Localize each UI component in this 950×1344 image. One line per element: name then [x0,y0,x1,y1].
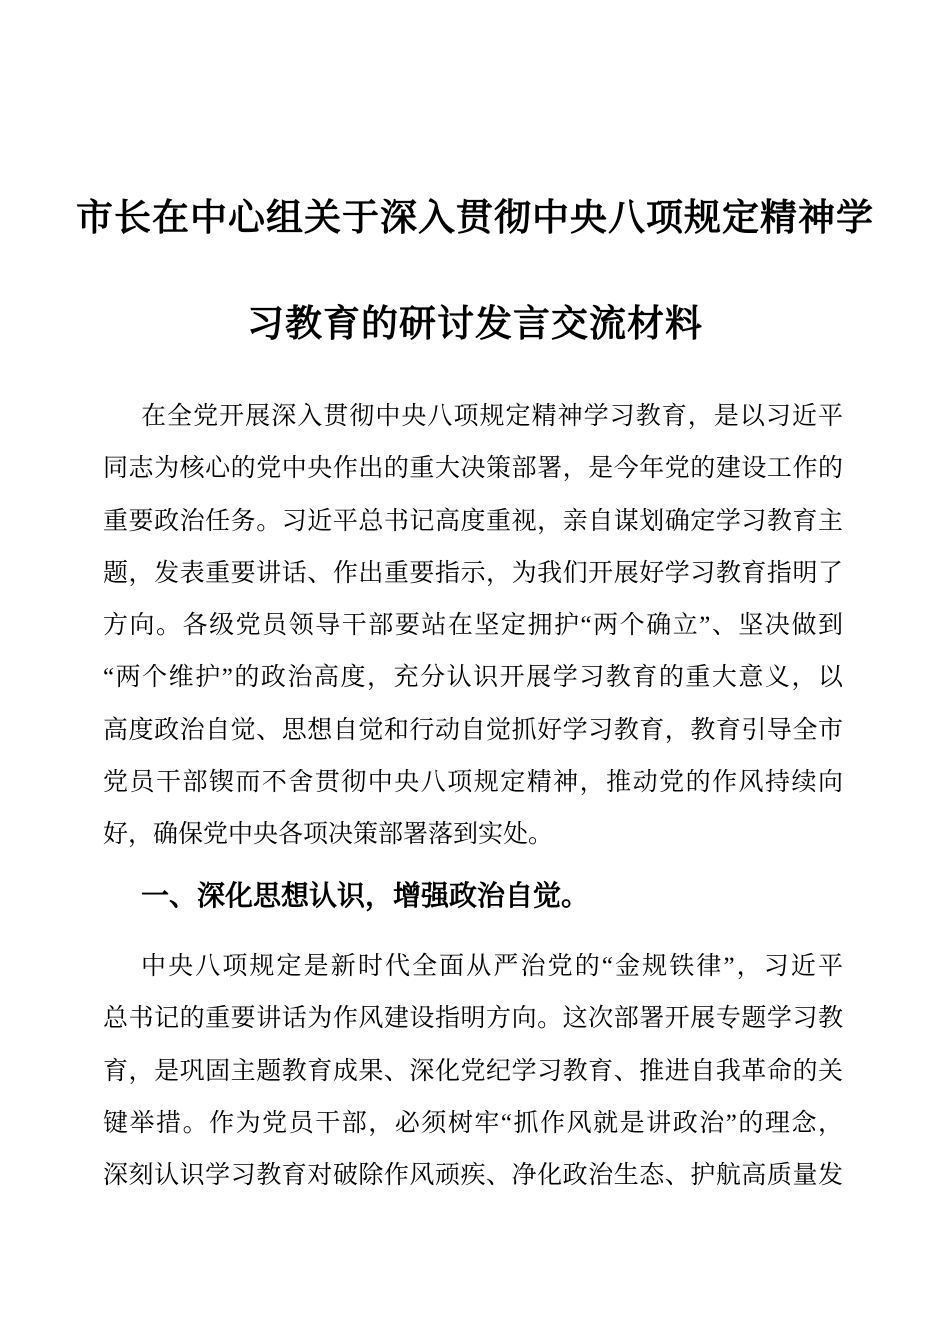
document-title-line-2: 习教育的研讨发言交流材料 [247,303,703,344]
paragraph-1-line: 在全党开展深入贯彻中央八项规定精神学习教育，是以习近平 [141,403,843,430]
paragraph-1-line: 高度政治自觉、思想自觉和行动自觉抓好学习教育，教育引导全市 [103,716,843,744]
paragraph-1-line: 同志为核心的党中央作出的重大决策部署，是今年党的建设工作的 [103,455,843,483]
paragraph-1-line: 好，确保党中央各项决策部署落到实处。 [103,821,554,849]
paragraph-1-line: 党员干部锲而不舍贯彻中央八项规定精神，推动党的作风持续向 [103,769,843,797]
paragraph-2-line: 总书记的重要讲话为作风建设指明方向。这次部署开展专题学习教 [103,1005,843,1033]
paragraph-1-line: 重要政治任务。习近平总书记高度重视，亲自谋划确定学习教育主 [103,507,843,535]
paragraph-2-line: 中央八项规定是新时代全面从严治党的“金规铁律”，习近平 [141,952,843,980]
paragraph-1-line: 题，发表重要讲话、作出重要指示，为我们开展好学习教育指明了 [103,559,843,587]
paragraph-1-line: “两个维护”的政治高度，充分认识开展学习教育的重大意义，以 [103,664,843,692]
paragraph-2-line: 键举措。作为党员干部，必须树牢“抓作风就是讲政治”的理念， [103,1109,843,1137]
paragraph-2-line: 育，是巩固主题教育成果、深化党纪学习教育、推进自我革命的关 [103,1057,843,1085]
document-title [0,0,950,377]
paragraph-1-line: 方向。各级党员领导干部要站在坚定拥护“两个确立”、坚决做到 [103,612,843,640]
document-body [103,391,843,1202]
section-heading-1: 一、深化思想认识，增强政治自觉。 [141,880,590,912]
document-title-line-1: 市长在中心组关于深入贯彻中央八项规定精神学 [76,197,874,238]
paragraph-2-line: 深刻认识学习教育对破除作风顽疾、净化政治生态、护航高质量发 [103,1162,843,1190]
paragraph-1 [103,391,843,862]
paragraph-2 [103,941,843,1202]
